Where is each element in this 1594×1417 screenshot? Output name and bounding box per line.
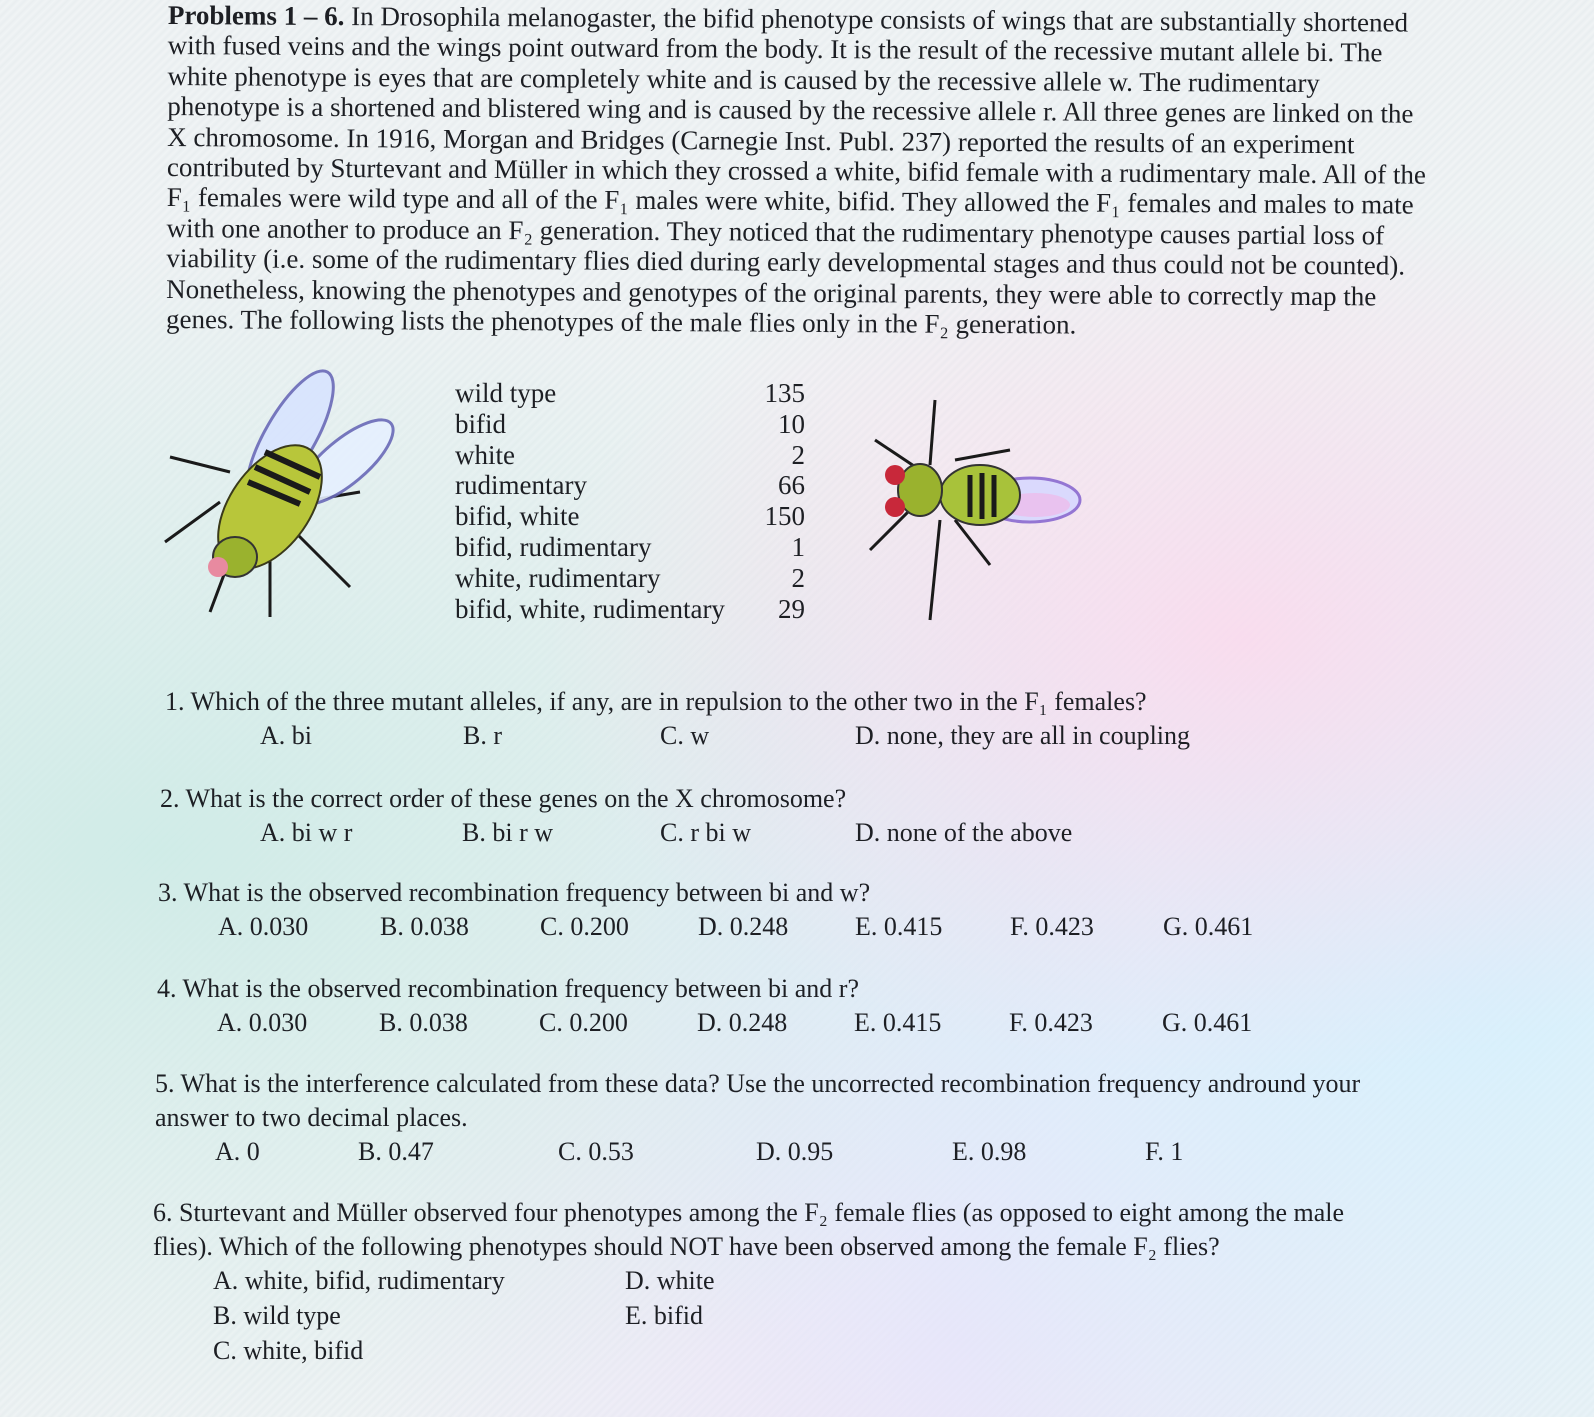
question-3-option-g[interactable]: G. 0.461 — [1163, 912, 1254, 941]
phenotype-count-table — [455, 378, 805, 624]
phenotype-label: bifid, rudimentary — [455, 531, 652, 562]
question-5-option-b[interactable]: B. 0.47 — [358, 1137, 434, 1166]
question-2-option-d[interactable]: D. none of the above — [855, 818, 1073, 847]
question-4-option-g[interactable]: G. 0.461 — [1162, 1008, 1253, 1037]
table-row — [455, 563, 805, 594]
question-2-option-b[interactable]: B. bi r w — [462, 818, 553, 847]
phenotype-count: 1 — [791, 531, 805, 562]
question-2 — [160, 782, 1260, 850]
phenotype-count: 10 — [778, 408, 805, 439]
table-row — [455, 532, 805, 563]
table-row — [455, 409, 805, 440]
question-3-option-f[interactable]: F. 0.423 — [1010, 912, 1094, 941]
question-1-option-a[interactable]: A. bi — [260, 721, 312, 750]
question-3-option-e[interactable]: E. 0.415 — [855, 912, 943, 941]
question-5-option-d[interactable]: D. 0.95 — [756, 1137, 834, 1166]
problem-heading: Problems 1 – 6. — [167, 0, 345, 32]
phenotype-label: bifid, white — [455, 501, 580, 532]
question-5-text-line1: 5. What is the interference calculated from these data? Use the uncorrected recombination frequency andround your — [155, 1069, 1361, 1098]
table-row — [455, 470, 805, 501]
question-1-option-b[interactable]: B. r — [463, 721, 502, 750]
question-5 — [155, 1067, 1455, 1169]
question-5-option-c[interactable]: C. 0.53 — [558, 1137, 634, 1166]
phenotype-label: white — [455, 439, 515, 470]
question-5-option-a[interactable]: A. 0 — [215, 1137, 260, 1166]
question-4-option-b[interactable]: B. 0.038 — [379, 1008, 468, 1037]
question-6-option-b[interactable]: B. wild type — [213, 1301, 341, 1330]
fly-illustration-left — [160, 362, 400, 622]
question-3-option-c[interactable]: C. 0.200 — [540, 912, 629, 941]
problem-intro — [166, 0, 1438, 342]
question-4-option-a[interactable]: A. 0.030 — [217, 1008, 308, 1037]
question-3-option-b[interactable]: B. 0.038 — [380, 912, 469, 941]
question-6 — [153, 1196, 1453, 1374]
question-4-option-c[interactable]: C. 0.200 — [539, 1008, 628, 1037]
table-row — [455, 440, 805, 471]
question-2-option-c[interactable]: C. r bi w — [660, 818, 751, 847]
question-4-option-e[interactable]: E. 0.415 — [854, 1008, 942, 1037]
question-6-option-d[interactable]: D. white — [625, 1266, 715, 1295]
question-6-text-line2: flies). Which of the following phenotypes should NOT have been observed among the female F₂ flies? — [153, 1232, 1220, 1261]
question-2-text: 2. What is the correct order of these genes on the X chromosome? — [160, 784, 847, 813]
question-1-text: 1. Which of the three mutant alleles, if any, are in repulsion to the other two in the F₁ females? — [165, 687, 1147, 716]
question-4 — [157, 972, 1307, 1040]
phenotype-count: 150 — [764, 501, 805, 532]
question-6-text-line1: 6. Sturtevant and Müller observed four phenotypes among the F₂ female flies (as opposed to eight among the male — [153, 1198, 1345, 1227]
question-1-option-c[interactable]: C. w — [660, 721, 710, 750]
question-6-option-e[interactable]: E. bifid — [625, 1301, 703, 1330]
problem-intro-text: In Drosophila melanogaster, the bifid phenotype consists of wings that are substantially shortened with fused veins and the wings point outward from the body. It is the result of the recessive mutant allele bi. The white phenotype is eyes that are completely white and is caused by the recessive allele w. The rudimentary phenotype is a shortened and blistered wing and is caused by the recessive allele r. All three genes are linked on the X chromosome. In 1916, Morgan and Bridges (Carnegie Inst. Publ. 237) reported the results of an experiment contributed by Sturtevant and Müller in which they crossed a white, bifid female with a rudimentary male. All of the F₁ females were wild type and all of the F₁ males were white, bifid. They allowed the F₁ females and males to mate with one another to produce an F₂ generation. They noticed that the rudimentary phenotype causes partial loss of viability (i.e. some of the rudimentary flies died during early developmental stages and thus could not be counted). Nonetheless, knowing the phenotypes and genotypes of the original parents, they were able to correctly map the genes. The following lists the phenotypes of the male flies only in the F₂ generation. — [165, 1, 1426, 340]
question-1-option-d[interactable]: D. none, they are all in coupling — [855, 721, 1191, 750]
phenotype-count: 66 — [778, 470, 805, 501]
question-2-option-a[interactable]: A. bi w r — [260, 818, 353, 847]
question-6-option-c[interactable]: C. white, bifid — [213, 1336, 364, 1365]
question-5-option-e[interactable]: E. 0.98 — [952, 1137, 1027, 1166]
phenotype-label: bifid, white, rudimentary — [455, 593, 725, 624]
table-row — [455, 378, 805, 409]
phenotype-count: 135 — [764, 378, 805, 408]
table-row — [455, 594, 805, 625]
question-3-option-d[interactable]: D. 0.248 — [698, 912, 789, 941]
phenotype-label: bifid — [455, 408, 506, 439]
phenotype-count: 2 — [791, 439, 805, 470]
question-3-text: 3. What is the observed recombination frequency between bi and w? — [158, 878, 871, 907]
question-3 — [158, 876, 1308, 944]
phenotype-label: wild type — [455, 378, 557, 408]
question-1 — [165, 685, 1265, 753]
question-4-option-f[interactable]: F. 0.423 — [1009, 1008, 1093, 1037]
table-row — [455, 501, 805, 532]
question-5-text-line2: answer to two decimal places. — [155, 1103, 468, 1132]
question-6-option-a[interactable]: A. white, bifid, rudimentary — [213, 1266, 505, 1295]
phenotype-count: 29 — [778, 593, 805, 624]
phenotype-count: 2 — [791, 562, 805, 593]
question-4-text: 4. What is the observed recombination frequency between bi and r? — [157, 974, 859, 1003]
phenotype-label: rudimentary — [455, 470, 587, 501]
fly-illustration-right — [860, 395, 1090, 625]
phenotype-label: white, rudimentary — [455, 562, 661, 593]
question-4-option-d[interactable]: D. 0.248 — [697, 1008, 788, 1037]
question-3-option-a[interactable]: A. 0.030 — [218, 912, 309, 941]
question-5-option-f[interactable]: F. 1 — [1145, 1137, 1184, 1166]
